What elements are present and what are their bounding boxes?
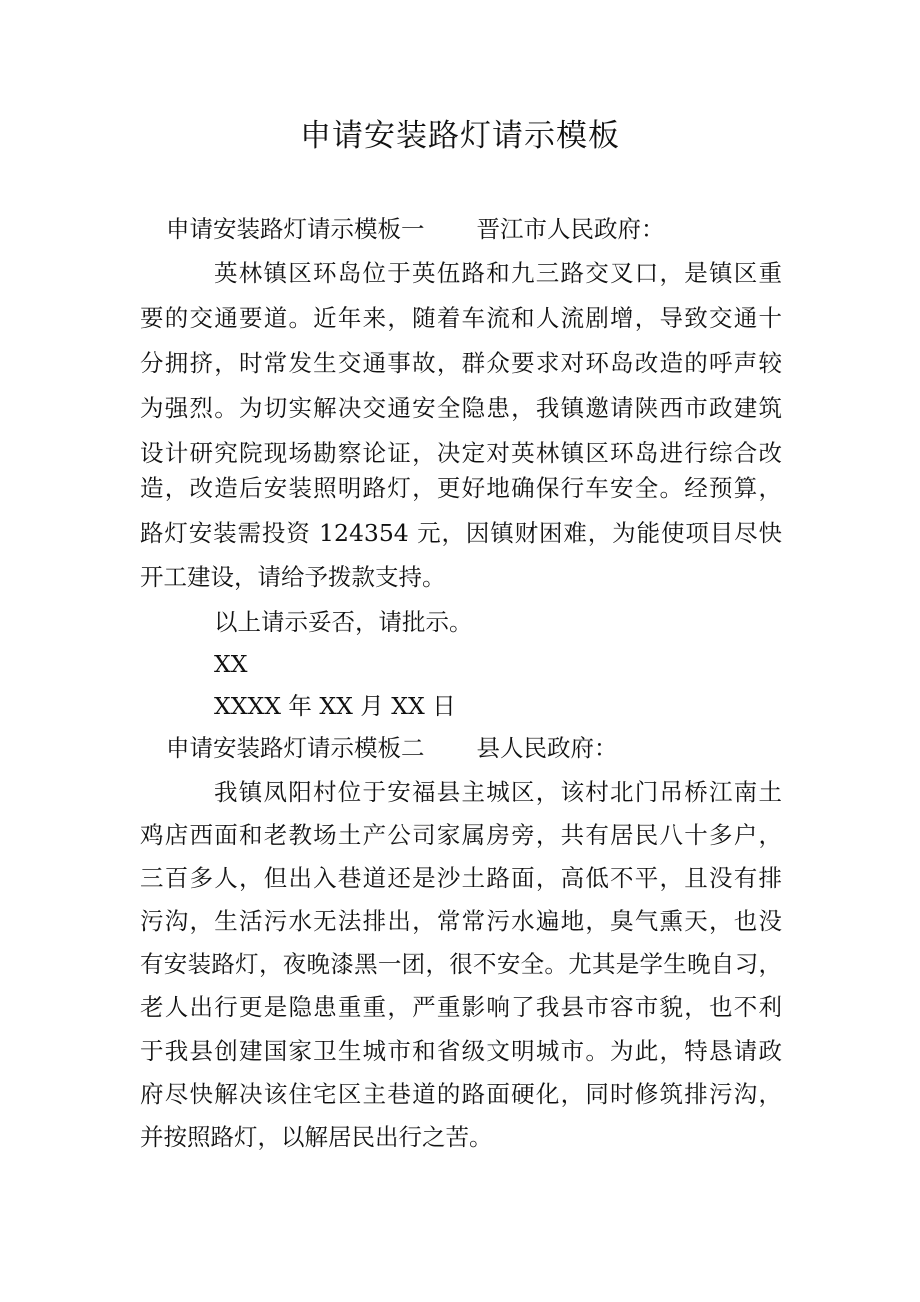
section1-paragraph-line: 开工建设，请给予拨款支持。 bbox=[140, 563, 446, 591]
section2-heading-line bbox=[166, 725, 782, 771]
section1-paragraph-line: 路灯安装需投资 124354 元，因镇财困难，为能使项目尽快 bbox=[140, 519, 782, 547]
section2-paragraph-line: 有安装路灯，夜晚漆黑一团，很不安全。尤其是学生晚自习， bbox=[140, 950, 782, 978]
section1-closing: 以上请示妥否，请批示。 bbox=[214, 608, 473, 636]
section2-addressee: 县人民政府： bbox=[476, 734, 618, 762]
document-title: 申请安装路灯请示模板 bbox=[300, 118, 620, 154]
section1-paragraph-line: 造，改造后安装照明路灯，更好地确保行车安全。经预算， bbox=[140, 474, 782, 502]
section2-paragraph-line: 于我县创建国家卫生城市和省级文明城市。为此，特恳请政 bbox=[140, 1037, 782, 1065]
section1-paragraph-line: 分拥挤，时常发生交通事故，群众要求对环岛改造的呼声较 bbox=[140, 349, 782, 377]
section1-signature: XX bbox=[214, 650, 248, 678]
section1-addressee: 晋江市人民政府： bbox=[476, 215, 665, 243]
section1-heading-line bbox=[166, 206, 782, 252]
section2-paragraph-line: 老人出行更是隐患重重，严重影响了我县市容市貌，也不利 bbox=[140, 993, 782, 1021]
section2-paragraph-line: 三百多人，但出入巷道还是沙土路面，高低不平，且没有排 bbox=[140, 864, 782, 892]
section2-paragraph-line: 并按照路灯，以解居民出行之苦。 bbox=[140, 1123, 493, 1151]
section1-paragraph-line: 要的交通要道。近年来，随着车流和人流剧增，导致交通十 bbox=[140, 304, 782, 332]
section1-heading: 申请安装路灯请示模板一 bbox=[166, 215, 425, 243]
section2-paragraph-line: 我镇凤阳村位于安福县主城区，该村北门吊桥江南土 bbox=[214, 778, 782, 806]
section2-paragraph-line: 污沟，生活污水无法排出，常常污水遍地，臭气熏天，也没 bbox=[140, 907, 782, 935]
section2-heading: 申请安装路灯请示模板二 bbox=[166, 734, 425, 762]
section1-date: XXXX 年 XX 月 XX 日 bbox=[214, 692, 456, 720]
section2-paragraph-line: 府尽快解决该住宅区主巷道的路面硬化，同时修筑排污沟， bbox=[140, 1080, 782, 1108]
section1-paragraph-line: 英林镇区环岛位于英伍路和九三路交叉口，是镇区重 bbox=[214, 259, 782, 287]
section1-paragraph-line: 为强烈。为切实解决交通安全隐患，我镇邀请陕西市政建筑 bbox=[140, 394, 782, 422]
section2-paragraph-line: 鸡店西面和老教场土产公司家属房旁，共有居民八十多户， bbox=[140, 821, 782, 849]
section1-paragraph-line: 设计研究院现场勘察论证，决定对英林镇区环岛进行综合改 bbox=[140, 439, 782, 467]
